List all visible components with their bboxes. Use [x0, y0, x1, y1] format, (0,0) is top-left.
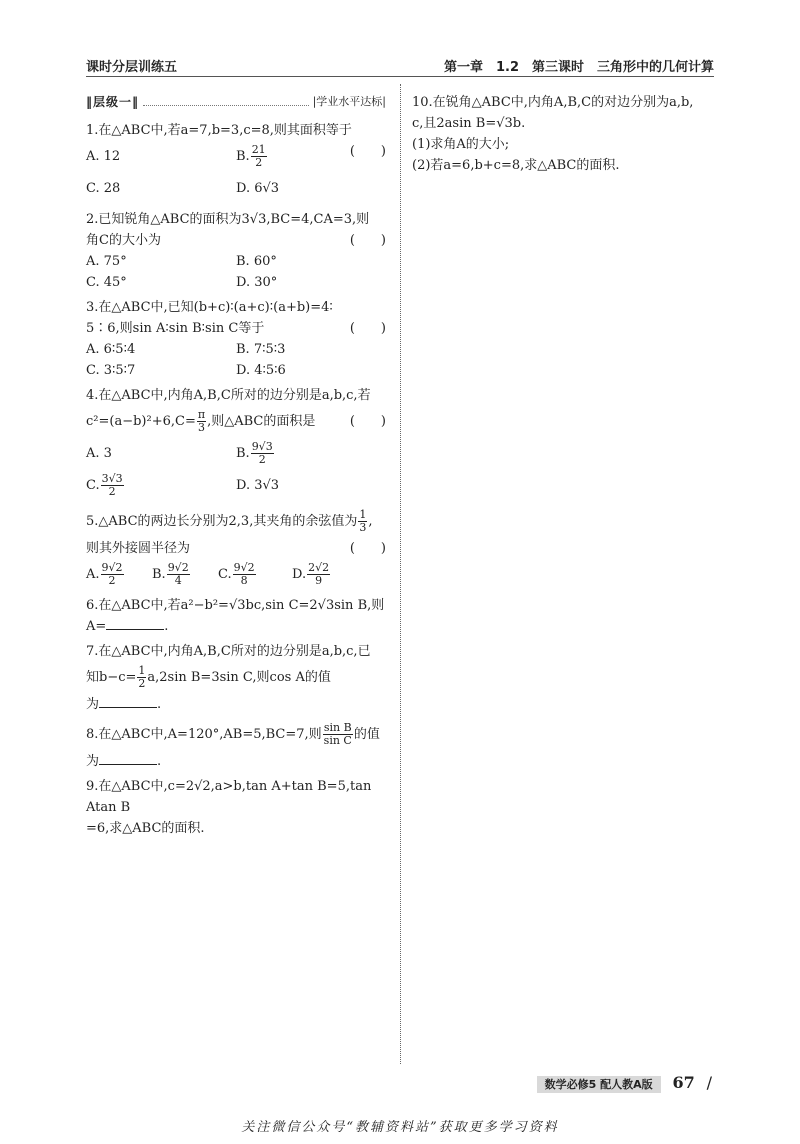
level-bar: [86, 92, 386, 110]
question-6: 6.在△ABC中,若a²−b²=√3bc,sin C=2√3sin B,则 A= .: [86, 595, 386, 637]
q10-sub1: (1)求角A的大小;: [412, 137, 510, 152]
q5-options: [86, 559, 386, 591]
question-2: [86, 209, 386, 293]
footer-slash: /: [706, 1073, 712, 1092]
q4-option-c: C. $\frac{3√3}{2}$: [86, 472, 123, 498]
left-column: [86, 92, 386, 843]
q8-line2: 为: [86, 754, 100, 769]
question-8: 8.在△ABC中,A=120°,AB=5,BC=7,则 $\frac{\text{sin B}}{\text{sin C}}$ 的值 为 .: [86, 721, 380, 769]
q8-answer-blank[interactable]: [99, 752, 157, 765]
page-number: 67: [672, 1073, 695, 1092]
q2-option-b: B. 60°: [236, 254, 277, 269]
q5-frac: $\frac{1}{3}$: [359, 508, 367, 534]
q2-line2: 角C的大小为: [86, 233, 161, 248]
q3-option-b: B. 7∶5∶3: [236, 342, 286, 357]
column-divider: [400, 84, 401, 1064]
q4-line2-pre: c²=(a−b)²+6,C=: [86, 414, 196, 429]
bottom-note: 关注微信公众号“教辅资料站”获取更多学习资料: [241, 1120, 559, 1135]
q3-line2: 5∶6,则sin A∶sin B∶sin C等于: [86, 321, 265, 336]
q4-options: [86, 438, 386, 502]
q1-option-d: D. 6√3: [236, 181, 280, 196]
q1-option-a: A. 12: [86, 149, 121, 164]
q7-answer-blank[interactable]: [99, 695, 157, 708]
q2-options: [86, 251, 386, 293]
footer: [537, 1073, 712, 1092]
header-chapter: 第一章 1.2 第三课时 三角形中的几何计算: [443, 60, 714, 75]
q4-option-d: D. 3√3: [236, 478, 280, 493]
q10-line1: 10.在锐角△ABC中,内角A,B,C的对边分别为a,b,: [412, 95, 694, 110]
q8-frac: $\frac{\text{sin B}}{\text{sin C}}$: [323, 721, 352, 747]
q1-paren: ( ): [349, 144, 386, 159]
right-column: [412, 92, 722, 180]
q3-option-c: C. 3∶5∶7: [86, 363, 136, 378]
question-5: 5.△ABC的两边长分别为2,3,其夹角的余弦值为 $\frac{1}{3}$ , 则其外接圆半径为 ( ) A. $\frac{9√2}{2}$ B. $\frac{9√2}{4}$ C. $\frac{9√2}{8}$ D. $\frac{2√2}{9}$: [86, 506, 386, 591]
q6-line1: 6.在△ABC中,若a²−b²=√3bc,sin C=2√3sin B,则: [86, 598, 385, 613]
question-9: [86, 776, 386, 839]
q1-option-b: B. $\frac{21}{2}$: [236, 143, 266, 169]
q5-option-a: A. $\frac{9√2}{2}$: [86, 561, 123, 587]
level-tag: |学业水平达标|: [312, 95, 386, 108]
level-dots: [143, 96, 309, 106]
q5-option-b: B. $\frac{9√2}{4}$: [152, 561, 189, 587]
header-rule: [86, 76, 714, 77]
question-3: [86, 297, 386, 381]
q5-paren: ( ): [349, 541, 386, 556]
q10-line2: c,且2asin B=√3b.: [412, 116, 526, 131]
q4-frac: $\frac{\pi}{3}$: [197, 408, 206, 434]
q1-options: [86, 141, 350, 205]
q2-option-d: D. 30°: [236, 275, 278, 290]
q3-options: [86, 339, 386, 381]
q7-frac: $\frac{1}{2}$: [138, 664, 146, 690]
q2-option-a: A. 75°: [86, 254, 127, 269]
level-title: ‖层级一‖: [86, 94, 140, 109]
q10-sub2: (2)若a=6,b+c=8,求△ABC的面积.: [412, 158, 620, 173]
header-title: 课时分层训练五: [86, 60, 178, 75]
footer-book-label: 数学必修5 配人教A版: [537, 1076, 661, 1093]
q3-paren: ( ): [349, 321, 386, 336]
q1-stem: 1.在△ABC中,若a=7,b=3,c=8,则其面积等于: [86, 123, 352, 138]
q9-line2: =6,求△ABC的面积.: [86, 821, 205, 836]
q7-line1: 7.在△ABC中,内角A,B,C所对的边分别是a,b,c,已: [86, 644, 371, 659]
q6-line2: A=: [86, 619, 107, 634]
q5-option-c: C. $\frac{9√2}{8}$: [218, 561, 255, 587]
q3-line1: 3.在△ABC中,已知(b+c)∶(a+c)∶(a+b)=4∶: [86, 300, 333, 315]
q7-line3: 为: [86, 697, 100, 712]
q9-line1: 9.在△ABC中,c=2√2,a>b,tan A+tan B=5,tan Atan B: [86, 779, 372, 815]
q3-option-a: A. 6∶5∶4: [86, 342, 136, 357]
q3-option-d: D. 4∶5∶6: [236, 363, 286, 378]
q4-line1: 4.在△ABC中,内角A,B,C所对的边分别是a,b,c,若: [86, 388, 371, 403]
q4-paren: ( ): [349, 414, 386, 429]
q4-option-a: A. 3: [86, 446, 112, 461]
q6-answer-blank[interactable]: [106, 617, 164, 630]
q2-line1: 2.已知锐角△ABC的面积为3√3,BC=4,CA=3,则: [86, 212, 370, 227]
question-1: [86, 120, 386, 205]
question-4: [86, 385, 386, 502]
q2-paren: ( ): [349, 233, 386, 248]
q5-option-d: D. $\frac{2√2}{9}$: [292, 561, 330, 587]
q2-option-c: C. 45°: [86, 275, 127, 290]
q4-line2-post: ,则△ABC的面积是: [207, 414, 316, 429]
q4-option-b: B. $\frac{9√3}{2}$: [236, 440, 273, 466]
q5-line1-pre: 5.△ABC的两边长分别为2,3,其夹角的余弦值为: [86, 514, 358, 529]
question-10: [412, 92, 722, 176]
q1-option-c: C. 28: [86, 181, 121, 196]
q5-line2: 则其外接圆半径为: [86, 541, 191, 556]
question-7: 7.在△ABC中,内角A,B,C所对的边分别是a,b,c,已 知b−c= $\frac{1}{2}$ a,2sin B=3sin C,则cos A的值 为 .: [86, 641, 386, 715]
